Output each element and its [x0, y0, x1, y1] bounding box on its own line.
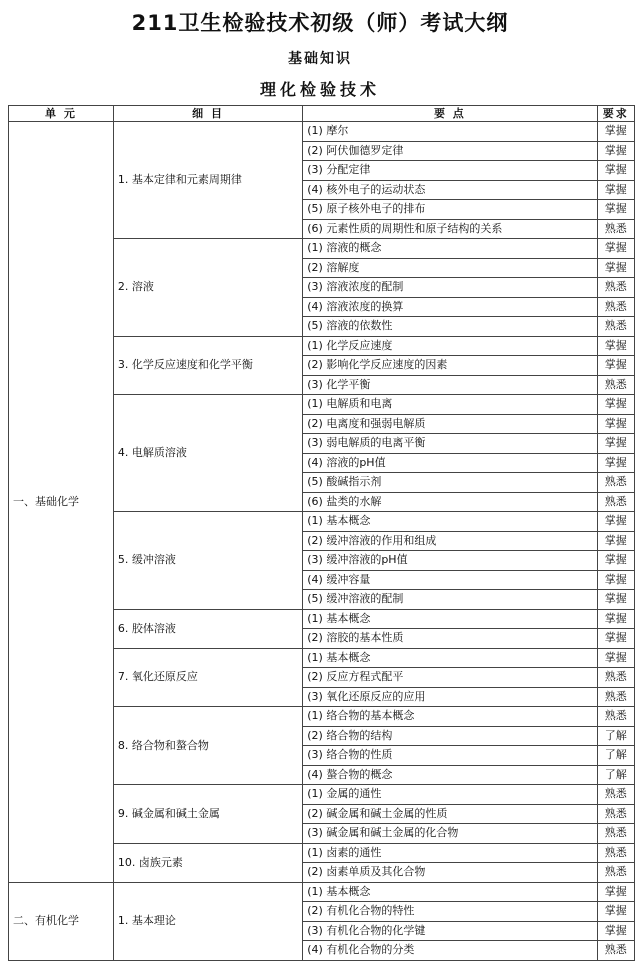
requirement-cell: 了解 — [597, 726, 634, 746]
requirement-cell: 掌握 — [597, 161, 634, 181]
point-cell: (2) 络合物的结构 — [303, 726, 597, 746]
unit-cell: 二、有机化学 — [9, 882, 114, 960]
requirement-cell: 掌握 — [597, 648, 634, 668]
point-cell: (3) 碱金属和碱土金属的化合物 — [303, 824, 597, 844]
requirement-cell: 熟悉 — [597, 687, 634, 707]
requirement-cell: 掌握 — [597, 629, 634, 649]
requirement-cell: 熟悉 — [597, 278, 634, 298]
item-cell: 5. 缓冲溶液 — [113, 512, 302, 610]
point-cell: (5) 缓冲溶液的配制 — [303, 590, 597, 610]
requirement-cell: 掌握 — [597, 882, 634, 902]
requirement-cell: 掌握 — [597, 434, 634, 454]
point-cell: (1) 基本概念 — [303, 882, 597, 902]
item-cell: 1. 基本定律和元素周期律 — [113, 122, 302, 239]
requirement-cell: 掌握 — [597, 531, 634, 551]
item-cell: 9. 碱金属和碱土金属 — [113, 785, 302, 844]
point-cell: (1) 电解质和电离 — [303, 395, 597, 415]
unit-cell: 一、基础化学 — [9, 122, 114, 883]
requirement-cell: 熟悉 — [597, 707, 634, 727]
requirement-cell: 熟悉 — [597, 804, 634, 824]
point-cell: (4) 核外电子的运动状态 — [303, 180, 597, 200]
table-row — [9, 122, 635, 142]
item-cell: 8. 络合物和螯合物 — [113, 707, 302, 785]
requirement-cell: 掌握 — [597, 921, 634, 941]
point-cell: (3) 分配定律 — [303, 161, 597, 181]
requirement-cell: 熟悉 — [597, 668, 634, 688]
item-cell: 3. 化学反应速度和化学平衡 — [113, 336, 302, 395]
point-cell: (3) 有机化合物的化学键 — [303, 921, 597, 941]
requirement-cell: 熟悉 — [597, 824, 634, 844]
point-cell: (4) 缓冲容量 — [303, 570, 597, 590]
point-cell: (2) 碱金属和碱土金属的性质 — [303, 804, 597, 824]
point-cell: (2) 阿伏伽德罗定律 — [303, 141, 597, 161]
item-cell: 10. 卤族元素 — [113, 843, 302, 882]
requirement-cell: 掌握 — [597, 590, 634, 610]
point-cell: (3) 络合物的性质 — [303, 746, 597, 766]
requirement-cell: 熟悉 — [597, 317, 634, 337]
point-cell: (1) 基本概念 — [303, 512, 597, 532]
point-cell: (5) 原子核外电子的排布 — [303, 200, 597, 220]
header-item: 细 目 — [113, 106, 302, 122]
point-cell: (3) 溶液浓度的配制 — [303, 278, 597, 298]
point-cell: (3) 弱电解质的电离平衡 — [303, 434, 597, 454]
point-cell: (1) 化学反应速度 — [303, 336, 597, 356]
point-cell: (1) 卤素的通性 — [303, 843, 597, 863]
item-cell: 6. 胶体溶液 — [113, 609, 302, 648]
page-subtitle: 基础知识 — [288, 51, 352, 67]
requirement-cell: 掌握 — [597, 180, 634, 200]
point-cell: (2) 溶胶的基本性质 — [303, 629, 597, 649]
point-cell: (1) 基本概念 — [303, 648, 597, 668]
point-cell: (3) 化学平衡 — [303, 375, 597, 395]
requirement-cell: 掌握 — [597, 902, 634, 922]
point-cell: (2) 溶解度 — [303, 258, 597, 278]
header-requirement: 要求 — [597, 106, 634, 122]
item-cell: 4. 电解质溶液 — [113, 395, 302, 512]
point-cell: (2) 影响化学反应速度的因素 — [303, 356, 597, 376]
requirement-cell: 熟悉 — [597, 785, 634, 805]
syllabus-body — [9, 122, 635, 961]
requirement-cell: 掌握 — [597, 551, 634, 571]
requirement-cell: 掌握 — [597, 609, 634, 629]
requirement-cell: 熟悉 — [597, 863, 634, 883]
requirement-cell: 掌握 — [597, 453, 634, 473]
requirement-cell: 掌握 — [597, 512, 634, 532]
point-cell: (5) 溶液的依数性 — [303, 317, 597, 337]
point-cell: (4) 有机化合物的分类 — [303, 941, 597, 961]
item-cell: 2. 溶液 — [113, 239, 302, 337]
requirement-cell: 掌握 — [597, 570, 634, 590]
requirement-cell: 掌握 — [597, 356, 634, 376]
requirement-cell: 了解 — [597, 746, 634, 766]
page-title: 211卫生检验技术初级（师）考试大纲 — [131, 11, 509, 35]
syllabus-table — [8, 105, 635, 961]
point-cell: (4) 螯合物的概念 — [303, 765, 597, 785]
item-cell: 7. 氧化还原反应 — [113, 648, 302, 707]
requirement-cell: 掌握 — [597, 336, 634, 356]
point-cell: (2) 卤素单质及其化合物 — [303, 863, 597, 883]
point-cell: (2) 反应方程式配平 — [303, 668, 597, 688]
point-cell: (1) 基本概念 — [303, 609, 597, 629]
header-point: 要 点 — [303, 106, 597, 122]
requirement-cell: 掌握 — [597, 200, 634, 220]
section-title: 理化检验技术 — [259, 80, 380, 99]
requirement-cell: 熟悉 — [597, 843, 634, 863]
point-cell: (4) 溶液的pH值 — [303, 453, 597, 473]
requirement-cell: 了解 — [597, 765, 634, 785]
point-cell: (1) 溶液的概念 — [303, 239, 597, 259]
requirement-cell: 熟悉 — [597, 941, 634, 961]
item-cell: 1. 基本理论 — [113, 882, 302, 960]
table-header-row — [9, 106, 635, 122]
requirement-cell: 熟悉 — [597, 492, 634, 512]
point-cell: (2) 有机化合物的特性 — [303, 902, 597, 922]
requirement-cell: 熟悉 — [597, 219, 634, 239]
point-cell: (3) 缓冲溶液的pH值 — [303, 551, 597, 571]
point-cell: (6) 盐类的水解 — [303, 492, 597, 512]
point-cell: (6) 元素性质的周期性和原子结构的关系 — [303, 219, 597, 239]
requirement-cell: 掌握 — [597, 141, 634, 161]
requirement-cell: 熟悉 — [597, 375, 634, 395]
point-cell: (3) 氧化还原反应的应用 — [303, 687, 597, 707]
point-cell: (1) 络合物的基本概念 — [303, 707, 597, 727]
requirement-cell: 掌握 — [597, 122, 634, 142]
requirement-cell: 掌握 — [597, 258, 634, 278]
point-cell: (1) 摩尔 — [303, 122, 597, 142]
requirement-cell: 熟悉 — [597, 473, 634, 493]
point-cell: (1) 金属的通性 — [303, 785, 597, 805]
requirement-cell: 掌握 — [597, 414, 634, 434]
requirement-cell: 熟悉 — [597, 297, 634, 317]
requirement-cell: 掌握 — [597, 239, 634, 259]
point-cell: (2) 电离度和强弱电解质 — [303, 414, 597, 434]
point-cell: (2) 缓冲溶液的作用和组成 — [303, 531, 597, 551]
point-cell: (4) 溶液浓度的换算 — [303, 297, 597, 317]
requirement-cell: 掌握 — [597, 395, 634, 415]
header-unit: 单 元 — [9, 106, 114, 122]
point-cell: (5) 酸碱指示剂 — [303, 473, 597, 493]
table-row — [9, 882, 635, 902]
